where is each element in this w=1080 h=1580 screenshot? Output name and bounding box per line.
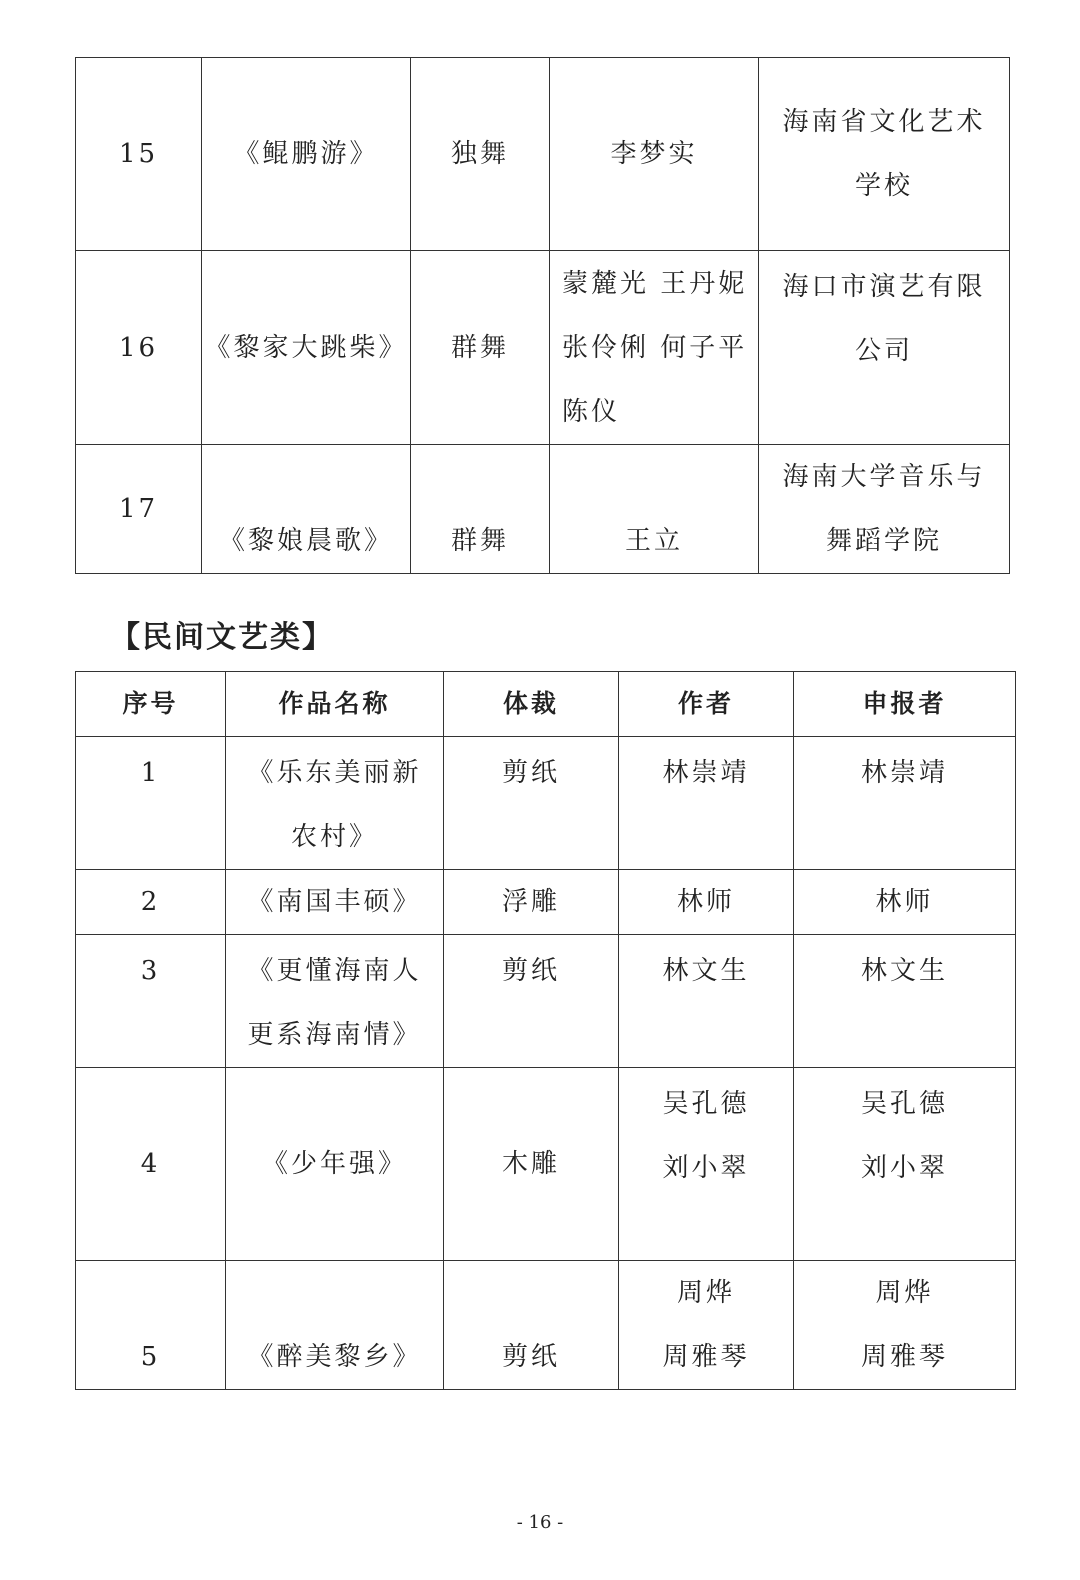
author: 林师 [619,870,794,935]
work-title: 《醉美黎乡》 [226,1261,444,1390]
row-number: 5 [76,1261,226,1390]
header-applicant: 申报者 [794,672,1016,737]
applicant: 林文生 [794,935,1016,1068]
header-number: 序号 [76,672,226,737]
row-number: 1 [76,737,226,870]
row-number: 2 [76,870,226,935]
applicant: 周烨 周雅琴 [794,1261,1016,1390]
genre: 独舞 [411,58,550,251]
work-title: 《鲲鹏游》 [202,58,411,251]
work-title: 《更懂海南人 更系海南情》 [226,935,444,1068]
table-row [76,935,1016,1068]
author: 吴孔德 刘小翠 [619,1068,794,1261]
header-genre: 体裁 [444,672,619,737]
table-row [76,58,1010,251]
table-row [76,251,1010,445]
author: 蒙麓光 王丹妮 张伶俐 何子平 陈仪 [550,251,759,445]
row-number: 15 [76,58,202,251]
row-number: 16 [76,251,202,445]
folk-arts-table [75,671,1016,1390]
work-title: 《少年强》 [226,1068,444,1261]
applicant: 林崇靖 [794,737,1016,870]
row-number: 3 [76,935,226,1068]
genre: 群舞 [411,445,550,574]
performance-table [75,57,1010,574]
page-number: - 16 - [516,1512,564,1533]
row-number: 17 [76,445,202,574]
genre: 浮雕 [444,870,619,935]
applicant: 林师 [794,870,1016,935]
table-row [76,1068,1016,1261]
applicant: 海口市演艺有限 公司 [759,251,1010,445]
section-heading: 【民间文艺类】 [110,620,334,655]
author: 王立 [550,445,759,574]
work-title: 《黎娘晨歌》 [202,445,411,574]
header-author: 作者 [619,672,794,737]
work-title: 《黎家大跳柴》 [202,251,411,445]
table-row [76,737,1016,870]
author: 周烨 周雅琴 [619,1261,794,1390]
genre: 剪纸 [444,935,619,1068]
genre: 剪纸 [444,737,619,870]
work-title: 《乐东美丽新 农村》 [226,737,444,870]
genre: 群舞 [411,251,550,445]
author: 李梦实 [550,58,759,251]
author: 林文生 [619,935,794,1068]
applicant: 海南大学音乐与 舞蹈学院 [759,445,1010,574]
header-title: 作品名称 [226,672,444,737]
table-row [76,870,1016,935]
author: 林崇靖 [619,737,794,870]
table-header-row [76,672,1016,737]
table-row [76,1261,1016,1390]
genre: 剪纸 [444,1261,619,1390]
applicant: 吴孔德 刘小翠 [794,1068,1016,1261]
applicant: 海南省文化艺术 学校 [759,58,1010,251]
work-title: 《南国丰硕》 [226,870,444,935]
genre: 木雕 [444,1068,619,1261]
row-number: 4 [76,1068,226,1261]
table-row [76,445,1010,574]
